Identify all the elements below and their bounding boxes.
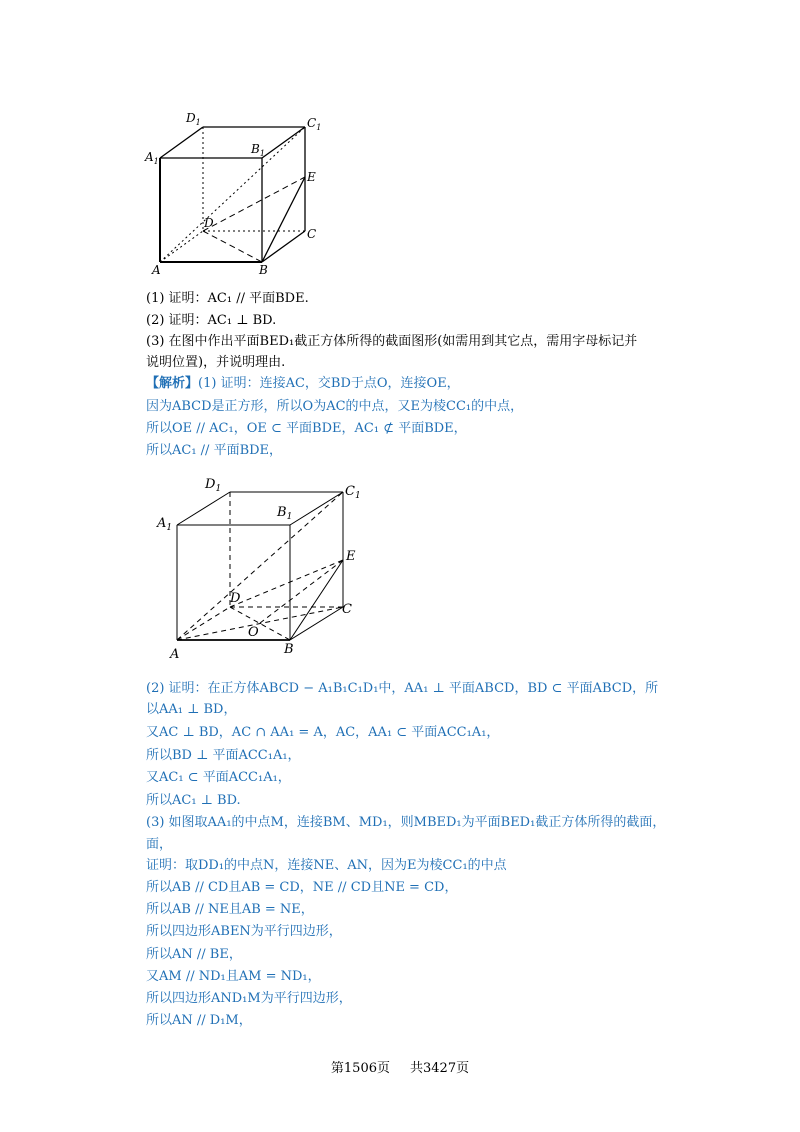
label-c: C (307, 227, 317, 241)
page-footer (0, 1057, 800, 1076)
label-e: E (346, 549, 356, 564)
label-b: B (259, 263, 268, 277)
page-number: 第1506页 (330, 1061, 390, 1076)
part2-line-6: 所以AC₁ ⊥ BD. (146, 793, 241, 808)
label-a: A (152, 263, 161, 277)
label-o: O (248, 625, 259, 640)
part3-line-6: 所以四边形ABEN为平行四边形， (146, 924, 342, 939)
segment-db (203, 231, 262, 262)
segment-de (203, 177, 305, 231)
analysis-text: (1) 证明：连接AC，交BD于点O，连接OE， (198, 376, 460, 391)
label-d1: $D_1$ (186, 111, 201, 127)
part2-line-1: (2) 证明：在正方体ABCD − A₁B₁C₁D₁中，AA₁ ⊥ 平面ABCD，BD ⊂ 平面ABCD，所 (146, 681, 659, 696)
segment-oe (260, 560, 343, 623)
segment-de (230, 560, 343, 607)
part3-line-10: 所以AN // D₁M， (146, 1013, 252, 1028)
part3-line-4: 所以AB // CD且AB = CD，NE // CD且NE = CD， (146, 880, 458, 895)
label-e: E (307, 170, 316, 184)
edge (290, 492, 343, 525)
analysis-line-1 (146, 375, 460, 392)
part3-line-2: 面， (146, 837, 173, 852)
part2-line-2: 以AA₁ ⊥ BD， (146, 702, 237, 717)
label-a: A (170, 647, 180, 662)
analysis-tag: 【解析】 (146, 376, 199, 391)
label-c: C (342, 602, 352, 617)
label-d: D (204, 216, 214, 230)
part2-line-4: 所以BD ⊥ 平面ACC₁A₁， (146, 748, 301, 763)
part2-line-5: 又AC₁ ⊂ 平面ACC₁A₁， (146, 770, 291, 785)
diagonal-ac1 (177, 492, 343, 640)
part3-line-9: 所以四边形AND₁M为平行四边形， (146, 991, 352, 1006)
label-c1: $C_1$ (307, 116, 322, 132)
edge (177, 492, 230, 525)
label-b: B (284, 642, 294, 657)
label-a1: $A_1$ (157, 516, 173, 533)
part3-line-7: 所以AN // BE， (146, 947, 242, 962)
problem-line-3: (3) 在图中作出平面BED₁截正方体所得的截面图形(如需用到其它点，需用字母标记并 (146, 334, 638, 349)
label-c1: $C_1$ (345, 484, 361, 501)
problem-line-1: (1) 证明：AC₁ // 平面BDE. (146, 291, 309, 306)
edge (262, 231, 305, 262)
analysis-line-4: 所以AC₁ // 平面BDE， (146, 443, 283, 458)
page-total: 共3427页 (410, 1061, 470, 1076)
label-d1: $D_1$ (205, 477, 222, 494)
label-b1: $B_1$ (251, 142, 265, 158)
part3-line-3: 证明：取DD₁的中点N，连接NE、AN，因为E为棱CC₁的中点 (146, 858, 507, 873)
part3-line-5: 所以AB // NE且AB = NE， (146, 902, 314, 917)
edge (160, 127, 203, 158)
problem-line-2: (2) 证明：AC₁ ⊥ BD. (146, 313, 277, 328)
part3-line-1: (3) 如图取AA₁的中点M，连接BM、MD₁，则MBED₁为平面BED₁截正方体所得的截面， (146, 815, 666, 830)
cube-figure-1 (140, 105, 340, 280)
cube-figure-2 (150, 470, 370, 665)
analysis-line-3: 所以OE // AC₁，OE ⊂ 平面BDE，AC₁ ⊄ 平面BDE， (146, 421, 467, 436)
label-d: D (230, 591, 241, 606)
diagonal-ac1 (160, 127, 305, 262)
label-b1: $B_1$ (277, 505, 293, 522)
analysis-line-2: 因为ABCD是正方形，所以O为AC的中点，又E为棱CC₁的中点， (146, 399, 524, 414)
diagonal-ac (177, 607, 343, 640)
segment-be (262, 177, 305, 262)
problem-line-4: 说明位置)，并说明理由. (146, 355, 286, 370)
hidden-edge (160, 231, 203, 262)
hidden-edge (177, 607, 230, 640)
label-a1: $A_1$ (145, 150, 159, 166)
edge (290, 607, 343, 640)
segment-be (290, 560, 343, 640)
part3-line-8: 又AM // ND₁且AM = ND₁， (146, 969, 321, 984)
edge (262, 127, 305, 158)
part2-line-3: 又AC ⊥ BD，AC ∩ AA₁ = A，AC，AA₁ ⊂ 平面ACC₁A₁， (146, 725, 500, 740)
